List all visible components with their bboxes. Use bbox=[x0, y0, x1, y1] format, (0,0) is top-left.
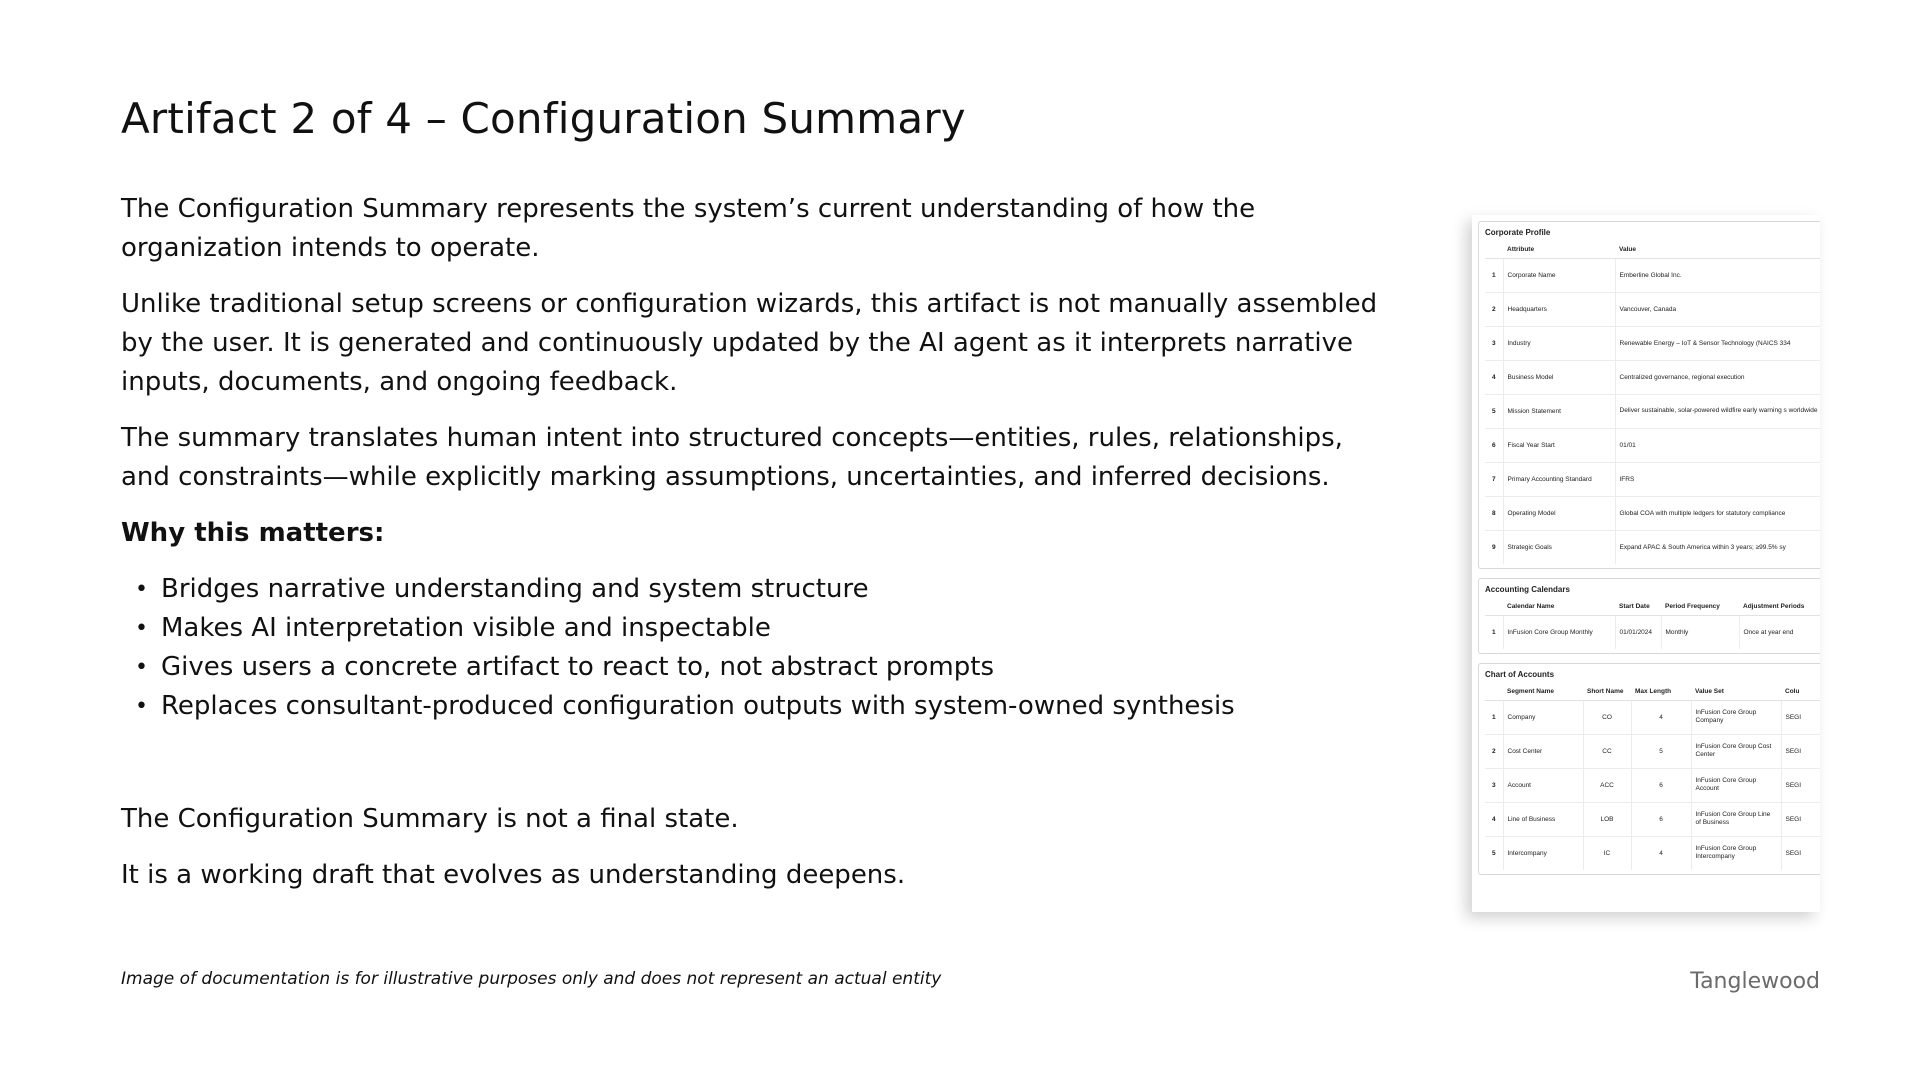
bullet-item: • Gives users a concrete artifact to react to, not abstract prompts bbox=[121, 648, 1391, 687]
brand-logo-text: Tanglewood bbox=[1690, 969, 1820, 994]
panel-title: Corporate Profile bbox=[1485, 228, 1551, 237]
column-header: Short Name bbox=[1583, 684, 1631, 700]
column-header: Attribute bbox=[1503, 242, 1615, 258]
table-row: 8 Operating Model Global COA with multiple ledgers for statutory compliance bbox=[1485, 496, 1820, 530]
table-row: 6 Fiscal Year Start 01/01 bbox=[1485, 428, 1820, 462]
accounting-calendars-panel bbox=[1478, 578, 1820, 654]
column-header: Value Set bbox=[1691, 684, 1781, 700]
corporate-profile-panel bbox=[1478, 221, 1820, 569]
why-heading: Why this matters: bbox=[121, 518, 385, 548]
table-row: 3 Industry Renewable Energy – IoT & Sensor Technology (NAICS 334 bbox=[1485, 326, 1820, 360]
table-row: 5 Intercompany IC 4 InFusion Core Group Intercompany SEGI bbox=[1485, 836, 1820, 870]
table-row: 3 Account ACC 6 InFusion Core Group Account SEGI bbox=[1485, 768, 1820, 802]
disclaimer: Image of documentation is for illustrative purposes only and does not represent an actual entity bbox=[121, 969, 942, 989]
panel-title: Chart of Accounts bbox=[1485, 670, 1555, 679]
body-text bbox=[121, 190, 1391, 726]
bullet-icon: • bbox=[135, 577, 148, 602]
chart-of-accounts-table bbox=[1485, 684, 1820, 870]
slide-title: Artifact 2 of 4 – Configuration Summary bbox=[121, 94, 966, 143]
table-row: 9 Strategic Goals Expand APAC & South America within 3 years; ≥99.5% sy bbox=[1485, 530, 1820, 564]
closing-line-2: It is a working draft that evolves as understanding deepens. bbox=[121, 860, 906, 890]
bullet-icon: • bbox=[135, 616, 148, 641]
table-row: 2 Cost Center CC 5 InFusion Core Group Cost Center SEGI bbox=[1485, 734, 1820, 768]
bullet-icon: • bbox=[135, 655, 148, 680]
bullet-icon: • bbox=[135, 694, 148, 719]
corporate-profile-table bbox=[1485, 242, 1820, 564]
accounting-calendars-table bbox=[1485, 599, 1820, 649]
bullet-item: • Bridges narrative understanding and system structure bbox=[121, 570, 1391, 609]
panel-title: Accounting Calendars bbox=[1485, 585, 1570, 594]
column-header: Adjustment Periods bbox=[1739, 599, 1820, 615]
table-row: 2 Headquarters Vancouver, Canada bbox=[1485, 292, 1820, 326]
bullet-item: • Replaces consultant-produced configuration outputs with system-owned synthesis bbox=[121, 687, 1391, 726]
column-header: Start Date bbox=[1615, 599, 1661, 615]
configuration-document-image bbox=[1472, 215, 1820, 912]
table-row: 4 Business Model Centralized governance, regional execution bbox=[1485, 360, 1820, 394]
intro-paragraph: The Configuration Summary represents the system’s current understanding of how the organization intends to operate. bbox=[121, 194, 1256, 263]
table-row: 1 InFusion Core Group Monthly 01/01/2024 Monthly Once at year end bbox=[1485, 615, 1820, 649]
column-header: Period Frequency bbox=[1661, 599, 1739, 615]
table-row: 4 Line of Business LOB 6 InFusion Core Group Line of Business SEGI bbox=[1485, 802, 1820, 836]
closing-line-1: The Configuration Summary is not a final state. bbox=[121, 804, 739, 834]
generation-paragraph: Unlike traditional setup screens or configuration wizards, this artifact is not manually assembled by the user. It is generated and continuously updated by the AI agent as it interprets narrative inputs, documents, and ongoing feedback. bbox=[121, 289, 1378, 397]
table-row: 5 Mission Statement Deliver sustainable, solar-powered wildfire early warning s worldwide bbox=[1485, 394, 1820, 428]
bullet-item: • Makes AI interpretation visible and inspectable bbox=[121, 609, 1391, 648]
column-header: Segment Name bbox=[1503, 684, 1583, 700]
table-row: 1 Corporate Name Emberline Global Inc. bbox=[1485, 258, 1820, 292]
column-header: Max Length bbox=[1631, 684, 1691, 700]
why-bullets bbox=[121, 570, 1391, 726]
chart-of-accounts-panel bbox=[1478, 663, 1820, 875]
closing-text bbox=[121, 800, 1391, 912]
translation-paragraph: The summary translates human intent into structured concepts—entities, rules, relationships, and constraints—while explicitly marking assumptions, uncertainties, and inferred decisions. bbox=[121, 423, 1343, 492]
table-row: 1 Company CO 4 InFusion Core Group Company SEGI bbox=[1485, 700, 1820, 734]
column-header: Calendar Name bbox=[1503, 599, 1615, 615]
column-header: Value bbox=[1615, 242, 1820, 258]
column-header: Colu bbox=[1781, 684, 1820, 700]
table-row: 7 Primary Accounting Standard IFRS bbox=[1485, 462, 1820, 496]
